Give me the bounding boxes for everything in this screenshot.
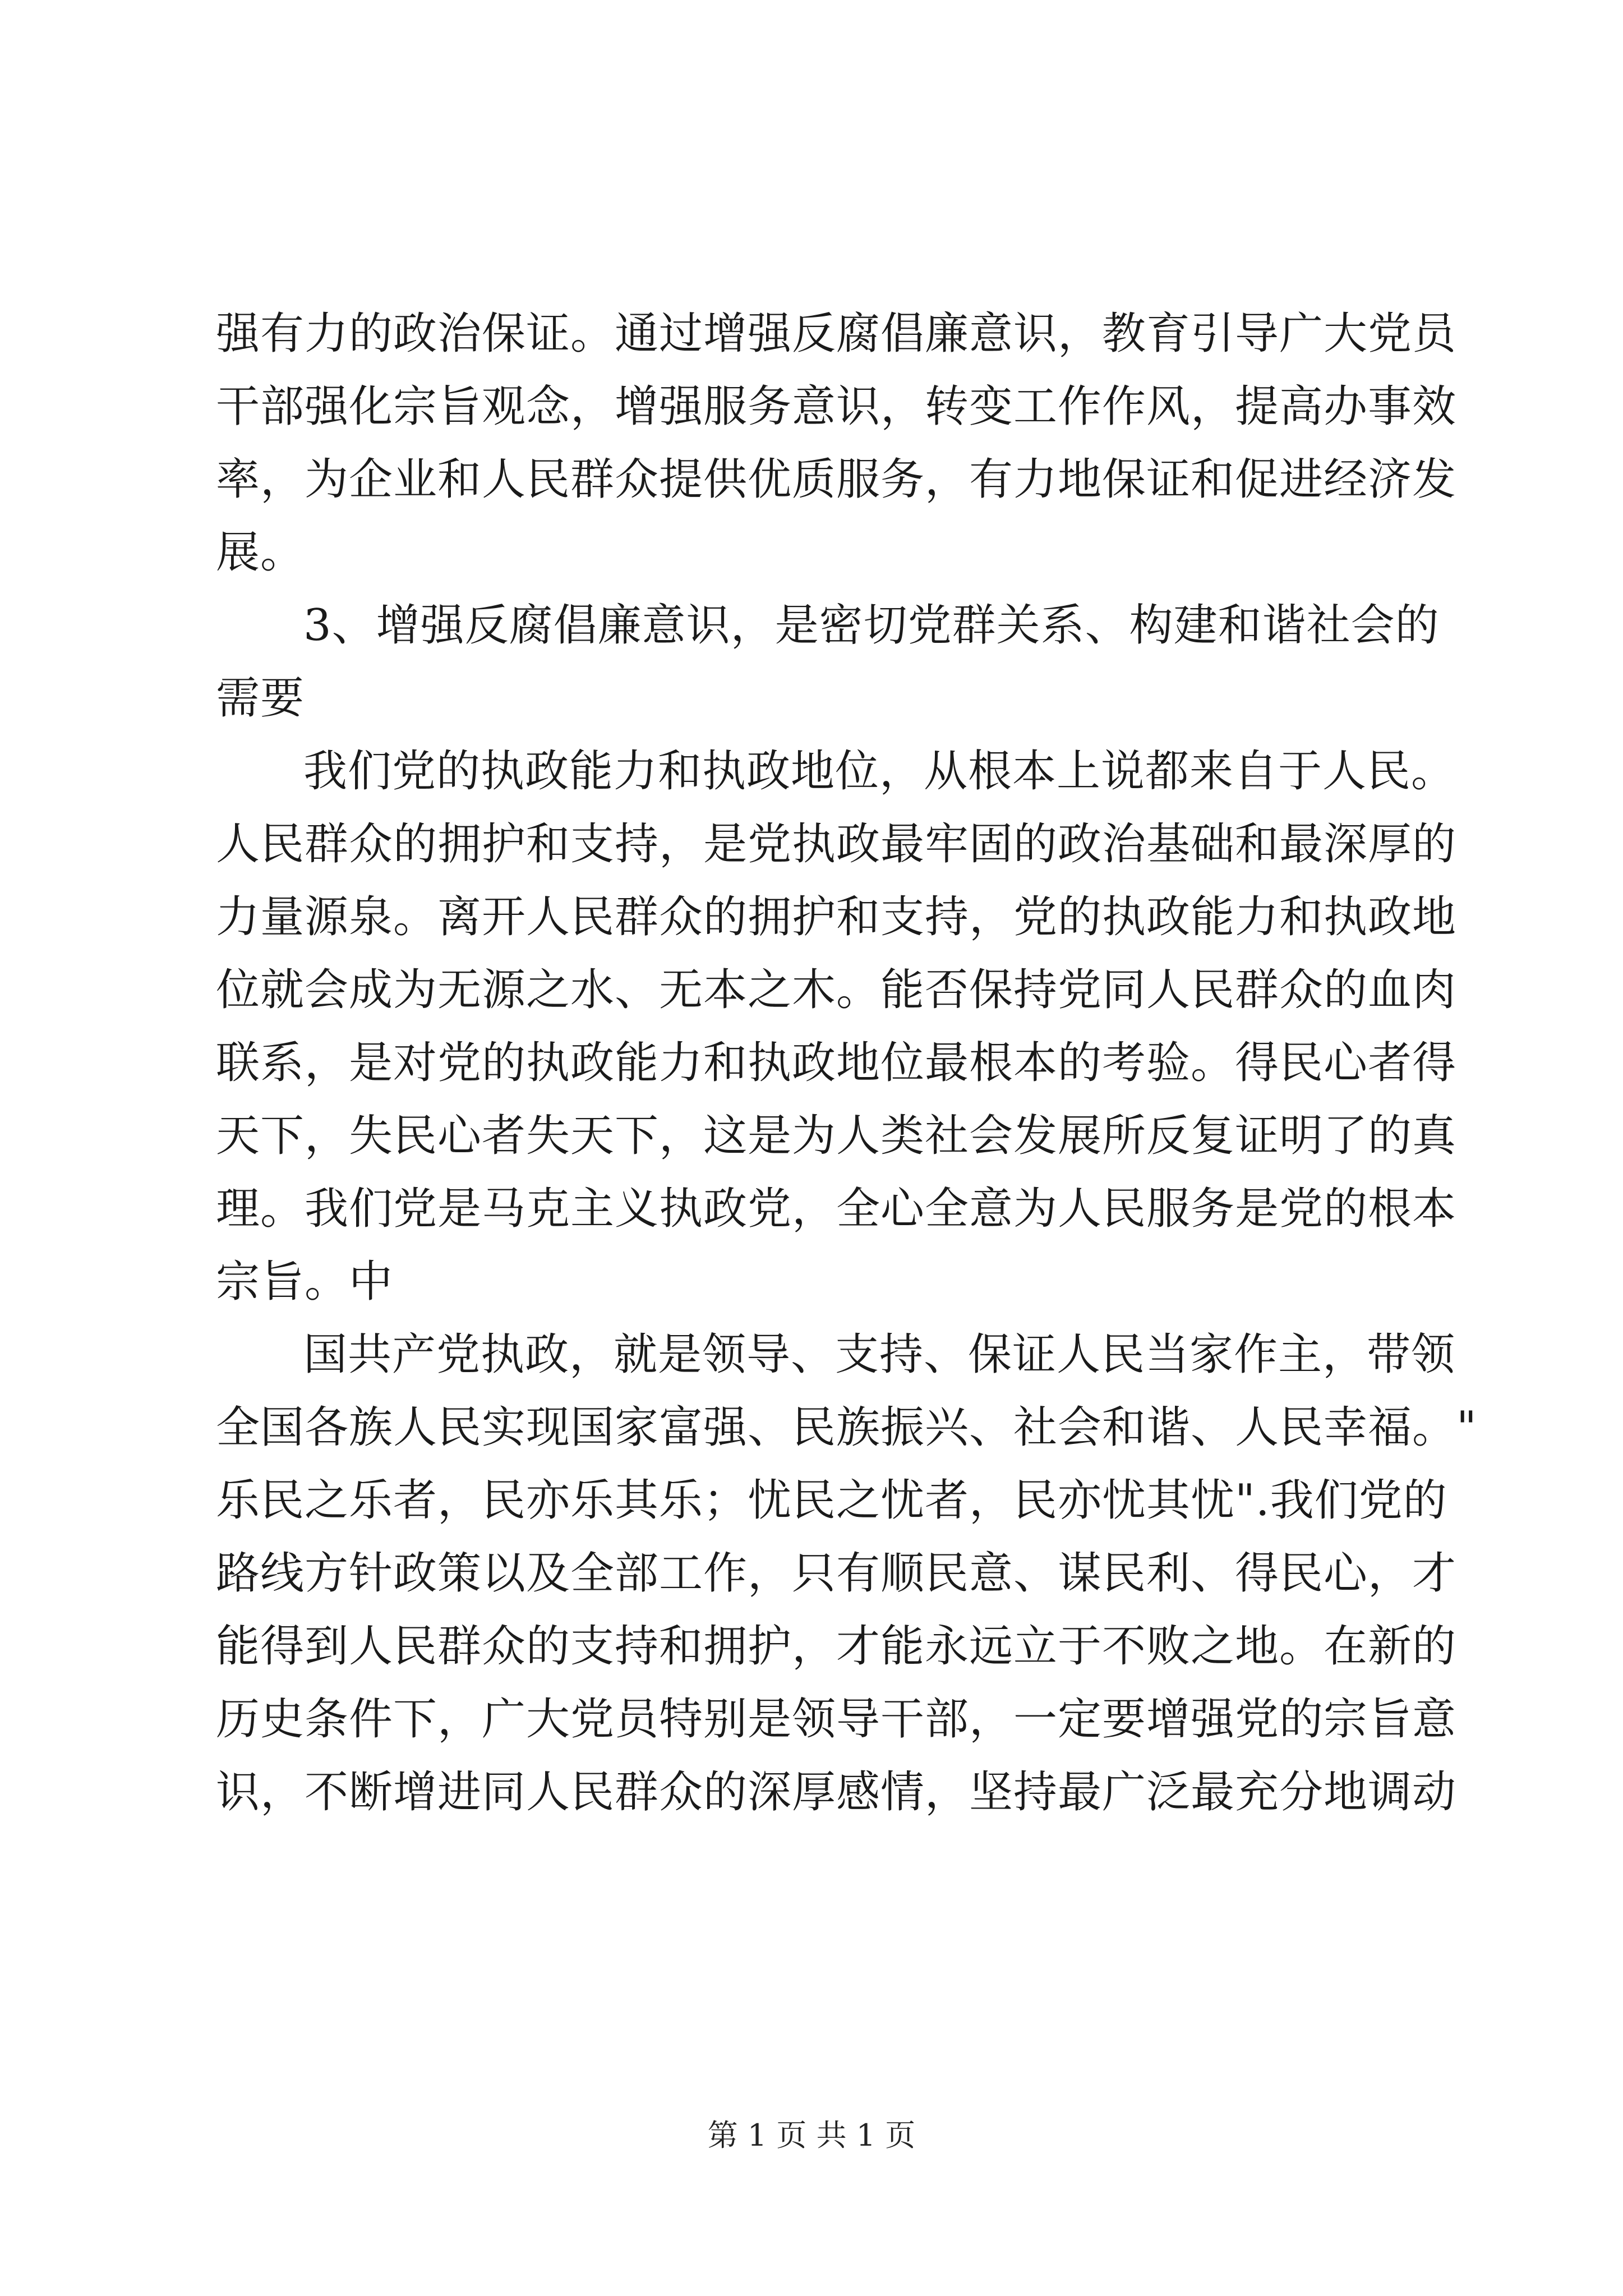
text-line: 干部强化宗旨观念，增强服务意识，转变工作作风，提高办事效 <box>216 381 1457 432</box>
text-line: 需要 <box>216 673 305 724</box>
text-line: 理。我们党是马克主义执政党，全心全意为人民服务是党的根本 <box>216 1184 1457 1234</box>
text-line: 率，为企业和人民群众提供优质服务，有力地保证和促进经济发 <box>216 454 1457 505</box>
text-line: 能得到人民群众的支持和拥护，才能永远立于不败之地。在新的 <box>216 1621 1457 1672</box>
text-line: 路线方针政策以及全部工作，只有顺民意、谋民利、得民心，才 <box>216 1548 1457 1599</box>
text-line: 历史条件下，广大党员特别是领导干部，一定要增强党的宗旨意 <box>216 1694 1457 1745</box>
text-line: 天下，失民心者失天下，这是为人类社会发展所反复证明了的真 <box>216 1111 1457 1161</box>
text-line: 宗旨。中 <box>216 1257 394 1307</box>
text-line: 联系，是对党的执政能力和执政地位最根本的考验。得民心者得 <box>216 1038 1457 1088</box>
text-line: 人民群众的拥护和支持，是党执政最牢固的政治基础和最深厚的 <box>216 819 1457 869</box>
text-line: 识，不断增进同人民群众的深厚感情，坚持最广泛最充分地调动 <box>216 1767 1457 1818</box>
text-line: 位就会成为无源之水、无本之木。能否保持党同人民群众的血肉 <box>216 965 1457 1015</box>
text-line: 乐民之乐者，民亦乐其乐；忧民之忧者，民亦忧其忧".我们党的 <box>216 1475 1447 1526</box>
text-line: 力量源泉。离开人民群众的拥护和支持，党的执政能力和执政地 <box>216 892 1457 942</box>
document-body <box>216 297 1477 1829</box>
page-footer: 第 1 页 共 1 页 <box>707 2118 916 2153</box>
text-line: 国共产党执政，就是领导、支持、保证人民当家作主，带领 <box>303 1329 1456 1380</box>
text-line: 强有力的政治保证。通过增强反腐倡廉意识，教育引导广大党员 <box>216 309 1457 359</box>
text-line: 展。 <box>216 527 305 578</box>
text-line: 我们党的执政能力和执政地位，从根本上说都来自于人民。 <box>303 746 1456 797</box>
text-line: 3、增强反腐倡廉意识，是密切党群关系、构建和谐社会的 <box>303 600 1440 651</box>
text-line: 全国各族人民实现国家富强、民族振兴、社会和谐、人民幸福。" <box>216 1402 1477 1453</box>
